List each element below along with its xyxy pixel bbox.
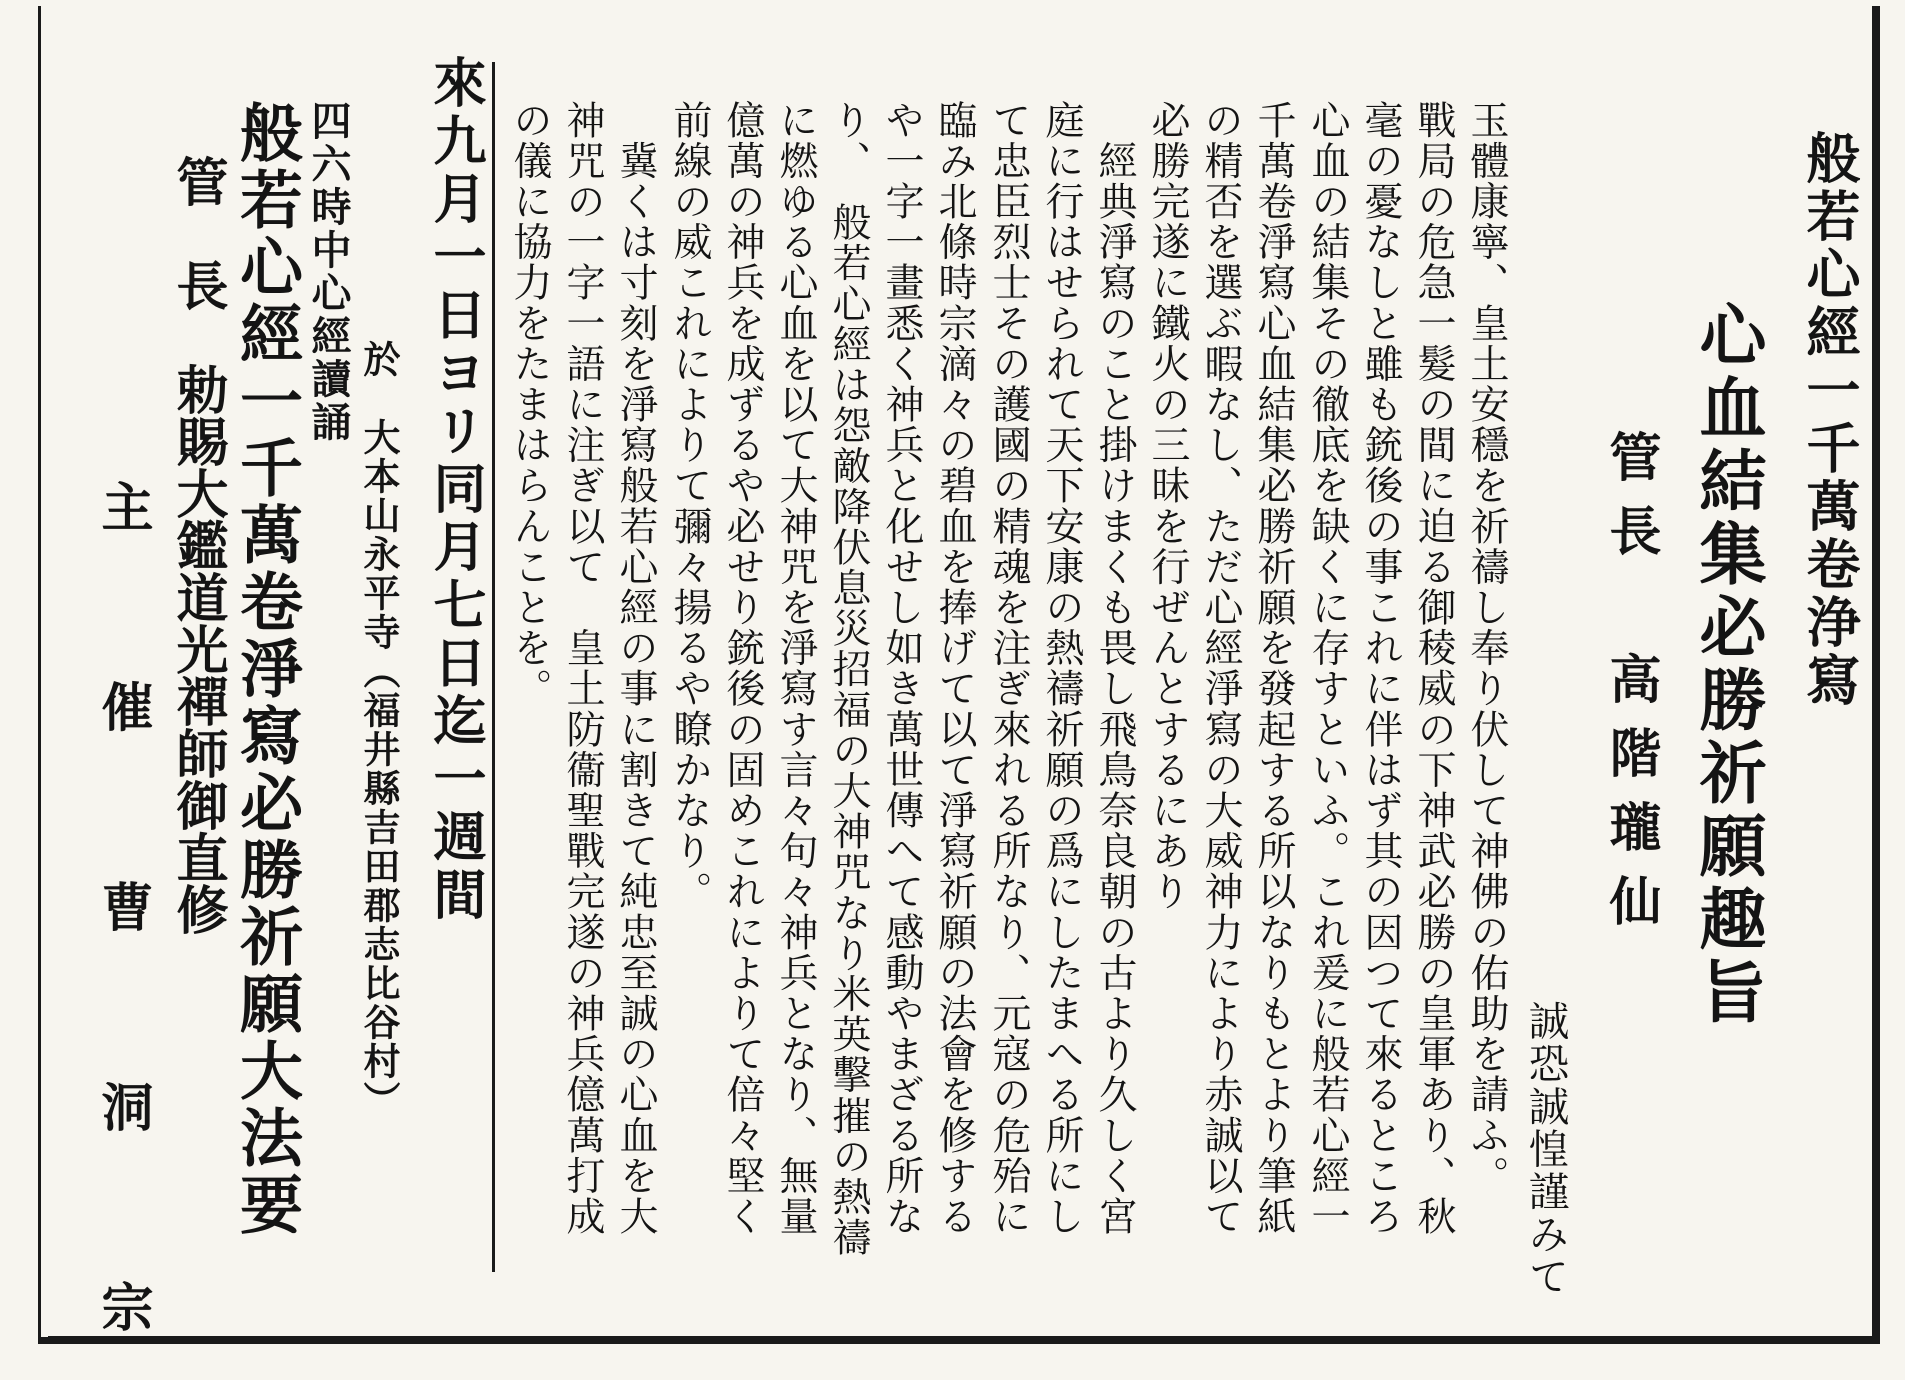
chanting-heading: 四六時中心經讀誦 [305, 100, 352, 444]
body-line: の儀に協力をたまはらんことを。 [507, 100, 552, 709]
body-line: り、 般若心經は怨敵降伏息災招福の大神咒なり米英擊摧の熱禱 [826, 100, 871, 1258]
body-line: 臨み北條時宗滴々の碧血を捧げて以て淨寫祈願の法會を修する [932, 100, 977, 1237]
series-heading: 般若心經一千萬卷浄寫 [1798, 130, 1862, 710]
organizer-line: 主 催 曹 洞 宗 [92, 480, 153, 1380]
body-line: 前線の威これによりて彌々揚るや瞭かなり。 [667, 100, 712, 912]
bottom-rule [48, 1336, 1872, 1338]
body-line: て忠臣烈士その護國の精魂を注ぎ來れる所なり、元寇の危殆に [986, 100, 1031, 1237]
body-line: 億萬の神兵を成ずるや必せり銃後の固めこれによりて倍々堅く [720, 100, 765, 1237]
body-line: 戰局の危急一髮の間に迫る御稜威の下神武必勝の皇軍あり、秋 [1411, 100, 1456, 1237]
body-line: の精否を選ぶ暇なし、ただ心經淨寫の大威神力により赤誠以て [1198, 100, 1243, 1237]
body-line: 千萬卷淨寫心血結集必勝祈願を發起する所以なりもとより筆紙 [1251, 100, 1296, 1237]
body-line: や一字一畫悉く神兵と化せし如き萬世傳へて感動やまざる所な [879, 100, 924, 1237]
body-line: 必勝完遂に鐵火の三昧を行ぜんとするにあり [1145, 100, 1190, 912]
event-dates: 來九月一日ヨリ同月七日迄一週間 [425, 55, 487, 925]
body-line: 玉體康寧、皇土安穩を祈禱し奉り伏して神佛の佑助を請ふ。 [1464, 100, 1509, 1197]
article-title: 心血結集必勝祈願趣旨 [1689, 300, 1768, 1030]
body-line: 神咒の一字一語に注ぎ以て 皇土防衞聖戰完遂の神兵億萬打成 [560, 100, 605, 1237]
body-line: 庭に行はせられて天下安康の熱禱祈願の爲にしたまへる所にし [1039, 100, 1084, 1237]
author-line: 管長 高階瓏仙 [1600, 430, 1661, 948]
event-venue: 於 大本山永平寺（福井縣吉田郡志比谷村） [357, 340, 401, 1120]
body-line: 毫の憂なしと雖も銃後の事これに伴はず其の因つて來るところ [1358, 100, 1403, 1237]
greeting-line: 誠恐誠惶謹みて [1521, 1000, 1570, 1299]
body-line: に燃ゆる心血を以て大神咒を淨寫す言々句々神兵となり、無量 [773, 100, 818, 1237]
officiant-line: 管 長 勅賜大鑑道光禪師御直修 [167, 155, 228, 935]
ceremony-title: 般若心經一千萬卷淨寫必勝祈願大法要 [230, 100, 304, 1239]
body-line: 經典淨寫のこと掛けまくも畏し飛鳥奈良朝の古より久しく宮 [1092, 100, 1137, 1237]
body-line: 心血の結集その徹底を缺くに存すといふ。これ爰に般若心經一 [1305, 100, 1350, 1237]
body-line: 冀くは寸刻を淨寫般若心經の事に割きて純忠至誠の心血を大 [613, 100, 658, 1237]
